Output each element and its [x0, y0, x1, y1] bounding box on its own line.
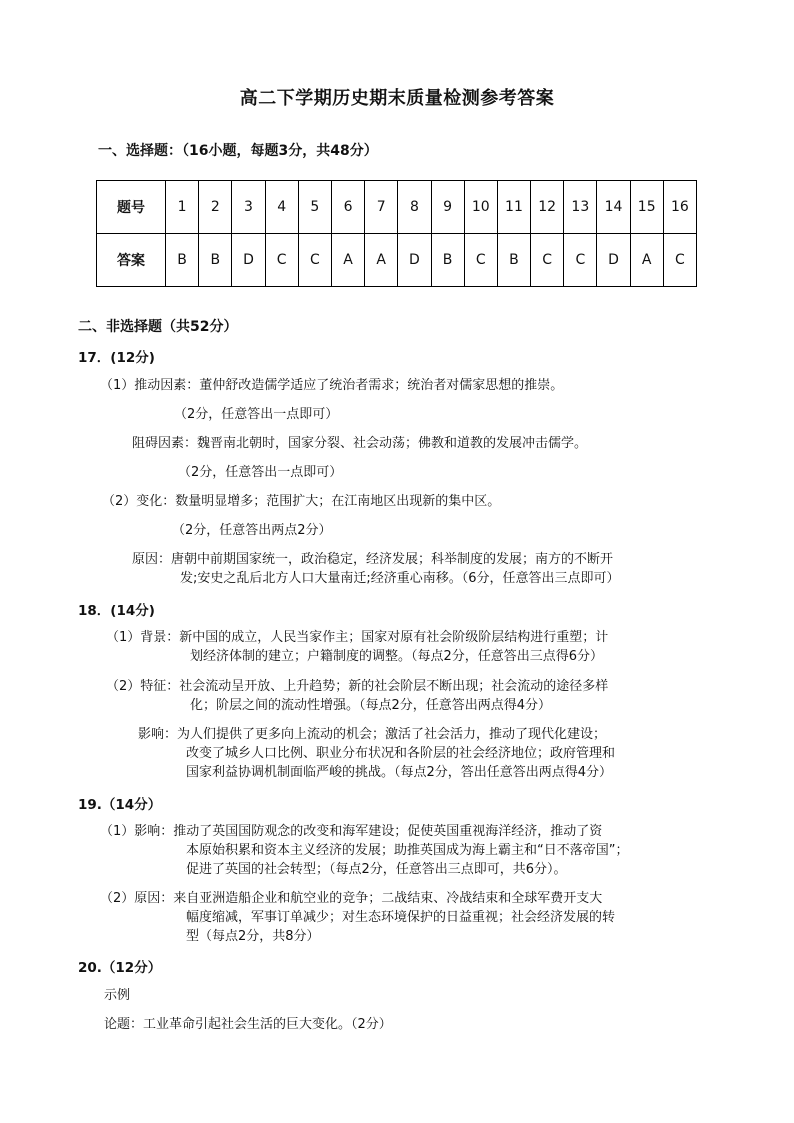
- table-cell: C: [663, 234, 696, 287]
- table-cell: 3: [232, 181, 265, 234]
- table-cell: 15: [630, 181, 663, 234]
- q19-header: 19.（14分）: [78, 797, 162, 813]
- q20-example-label: 示例: [104, 988, 131, 1003]
- q18-part3-line3: 国家利益协调机制面临严峻的挑战。（每点2分，答出任意答出两点得4分）: [186, 765, 613, 780]
- section-1-heading: 一、选择题：（16小题，每题3分，共48分）: [98, 143, 378, 159]
- table-cell: C: [531, 234, 564, 287]
- table-cell: C: [464, 234, 497, 287]
- table-cell: 6: [331, 181, 364, 234]
- table-cell: 16: [663, 181, 696, 234]
- q20-header: 20.（12分）: [78, 960, 162, 976]
- q19-part1-line3: 促进了英国的社会转型；（每点2分，任意答出三点即可，共6分）。: [186, 862, 567, 877]
- table-cell: B: [497, 234, 530, 287]
- table-row-numbers: [97, 181, 697, 234]
- answer-table: [96, 180, 697, 287]
- q17-part1-obstacles: 阻碍因素：魏晋南北朝时，国家分裂、社会动荡；佛教和道教的发展冲击儒学。: [132, 436, 588, 451]
- table-cell: 12: [531, 181, 564, 234]
- table-cell: B: [166, 234, 199, 287]
- table-cell: 5: [298, 181, 331, 234]
- table-cell: A: [331, 234, 364, 287]
- q17-part2-score: （2分，任意答出两点2分）: [172, 523, 332, 538]
- q18-part3-line2: 改变了城乡人口比例、职业分布状况和各阶层的社会经济地位；政府管理和: [186, 746, 616, 761]
- q18-part3-line1: 影响：为人们提供了更多向上流动的机会；激活了社会活力，推动了现代化建设；: [138, 727, 607, 742]
- q17-part1: （1）推动因素：董仲舒改造儒学适应了统治者需求；统治者对儒家思想的推崇。: [100, 378, 564, 393]
- table-cell: A: [630, 234, 663, 287]
- table-cell: 7: [365, 181, 398, 234]
- q19-part1-line2: 本原始积累和资本主义经济的发展；助推英国成为海上霸主和“日不落帝国”；: [186, 843, 629, 858]
- table-cell: C: [564, 234, 597, 287]
- q19-part1-line1: （1）影响：推动了英国国防观念的改变和海军建设；促使英国重视海洋经济，推动了资: [100, 824, 603, 839]
- q17-part1-score: （2分，任意答出一点即可）: [174, 407, 339, 422]
- q19-part2-line2: 幅度缩减，军事订单减少；对生态环境保护的日益重视；社会经济发展的转: [186, 910, 616, 925]
- section-2-heading: 二、非选择题（共52分）: [78, 319, 238, 335]
- table-cell: 8: [398, 181, 431, 234]
- row-label-number: 题号: [97, 181, 166, 234]
- table-cell: 9: [431, 181, 464, 234]
- table-cell: A: [365, 234, 398, 287]
- q20-thesis: 论题：工业革命引起社会生活的巨大变化。（2分）: [104, 1017, 392, 1032]
- q17-part2: （2）变化：数量明显增多；范围扩大；在江南地区出现新的集中区。: [102, 494, 501, 509]
- page-title: 高二下学期历史期末质量检测参考答案: [239, 88, 555, 109]
- q18-part1-line1: （1）背景：新中国的成立，人民当家作主；国家对原有社会阶级阶层结构进行重塑；计: [106, 630, 609, 645]
- table-cell: C: [298, 234, 331, 287]
- table-cell: D: [597, 234, 630, 287]
- table-cell: B: [199, 234, 232, 287]
- row-label-answer: 答案: [97, 234, 166, 287]
- q17-part1-obstacles-score: （2分，任意答出一点即可）: [178, 465, 343, 480]
- q17-part2-reasons-line2: 发;安史之乱后北方人口大量南迁;经济重心南移。（6分，任意答出三点即可）: [180, 571, 620, 586]
- table-cell: 14: [597, 181, 630, 234]
- q18-part1-line2: 划经济体制的建立；户籍制度的调整。（每点2分，任意答出三点得6分）: [190, 649, 604, 664]
- table-cell: 4: [265, 181, 298, 234]
- table-cell: 1: [166, 181, 199, 234]
- table-cell: C: [265, 234, 298, 287]
- table-cell: D: [232, 234, 265, 287]
- q17-header: 17．(12分): [78, 350, 155, 366]
- table-cell: B: [431, 234, 464, 287]
- table-cell: 10: [464, 181, 497, 234]
- q17-part2-reasons-line1: 原因：唐朝中前期国家统一，政治稳定，经济发展；科举制度的发展；南方的不断开: [132, 552, 614, 567]
- q18-part2-line2: 化；阶层之间的流动性增强。（每点2分，任意答出两点得4分）: [190, 698, 552, 713]
- q18-header: 18．(14分): [78, 603, 155, 619]
- table-row-answers: [97, 234, 697, 287]
- q18-part2-line1: （2）特征：社会流动呈开放、上升趋势；新的社会阶层不断出现；社会流动的途径多样: [106, 679, 609, 694]
- table-cell: 2: [199, 181, 232, 234]
- table-cell: 11: [497, 181, 530, 234]
- q19-part2-line1: （2）原因：来自亚洲造船企业和航空业的竞争；二战结束、冷战结束和全球军费开支大: [100, 891, 603, 906]
- table-cell: 13: [564, 181, 597, 234]
- q19-part2-line3: 型（每点2分，共8分）: [186, 929, 320, 944]
- table-cell: D: [398, 234, 431, 287]
